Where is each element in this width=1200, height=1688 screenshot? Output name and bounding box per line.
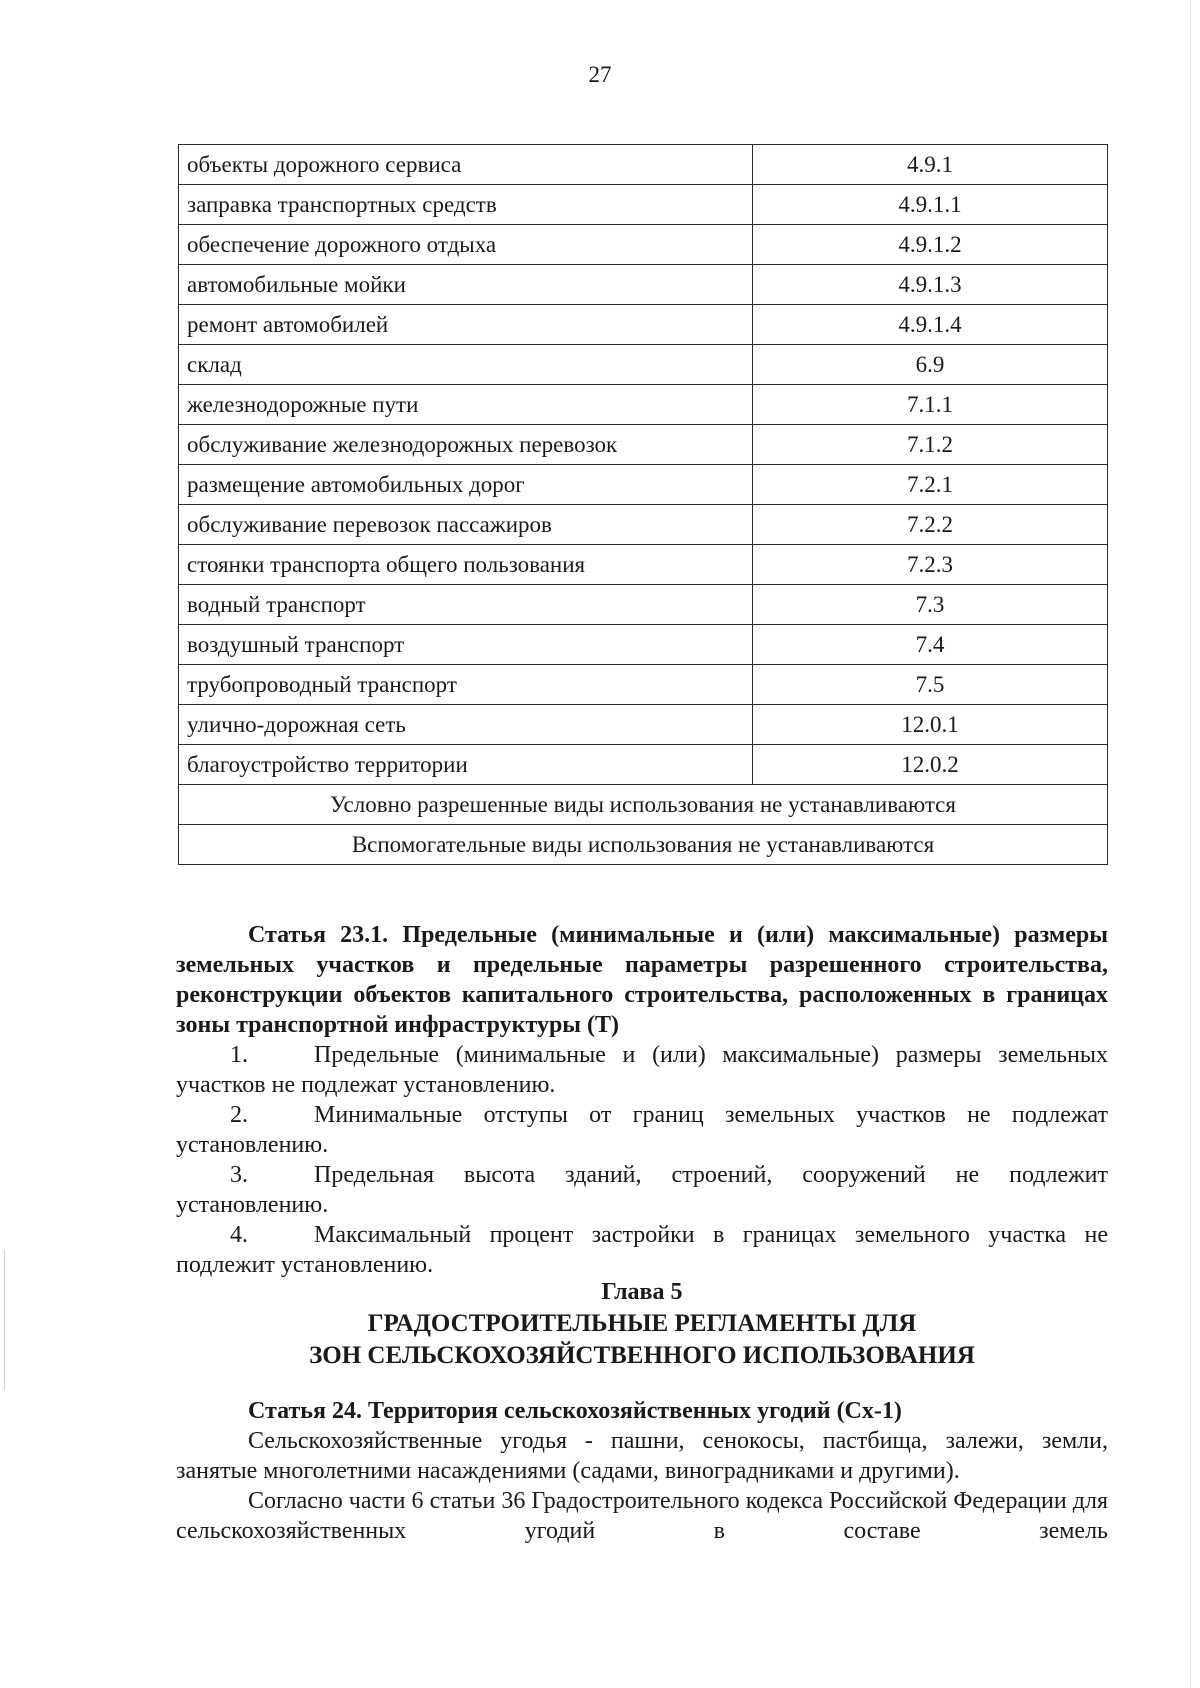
use-code-cell: 12.0.2 [753,745,1108,785]
use-code-cell: 7.4 [753,625,1108,665]
use-code-cell: 4.9.1.1 [753,185,1108,225]
use-name-cell: обслуживание железнодорожных перевозок [179,425,753,465]
table-row [179,745,1108,785]
use-name-cell: размещение автомобильных дорог [179,465,753,505]
use-name-cell: обеспечение дорожного отдыха [179,225,753,265]
conditional-uses-row [179,785,1108,825]
table-row [179,185,1108,225]
scan-edge-line [1190,0,1191,1688]
article-24 [176,1396,1108,1546]
use-name-cell: благоустройство территории [179,745,753,785]
chapter-title-line-2: ЗОН СЕЛЬСКОХОЗЯЙСТВЕННОГО ИСПОЛЬЗОВАНИЯ [309,1342,975,1369]
use-code-cell: 7.1.2 [753,425,1108,465]
use-code-cell: 6.9 [753,345,1108,385]
item-text: Предельная высота зданий, строений, сооружений не подлежит установлению. [176,1162,1108,1218]
permitted-uses-table-body [179,145,1108,865]
chapter-label: Глава 5 [601,1279,683,1305]
use-name-cell: автомобильные мойки [179,265,753,305]
item-text: Минимальные отступы от границ земельных участков не подлежат установлению. [176,1102,1108,1158]
list-item [176,1220,1108,1280]
article-24-paragraph-2: Согласно части 6 статьи 36 Градостроительного кодекса Российской Федерации для сельскохозяйственных угодий в составе земель [176,1488,1108,1544]
use-code-cell: 4.9.1.3 [753,265,1108,305]
table-row [179,385,1108,425]
use-code-cell: 4.9.1 [753,145,1108,185]
use-code-cell: 7.1.1 [753,385,1108,425]
use-code-cell: 7.2.2 [753,505,1108,545]
use-name-cell: трубопроводный транспорт [179,665,753,705]
use-name-cell: улично-дорожная сеть [179,705,753,745]
use-name-cell: железнодорожные пути [179,385,753,425]
use-name-cell: объекты дорожного сервиса [179,145,753,185]
table-row [179,345,1108,385]
conditional-uses-note: Условно разрешенные виды использования не устанавливаются [179,785,1108,825]
use-name-cell: склад [179,345,753,385]
scan-edge-mark [4,1250,5,1390]
use-code-cell: 7.2.3 [753,545,1108,585]
table-row [179,625,1108,665]
table-row [179,665,1108,705]
article-24-paragraph-1: Сельскохозяйственные угодья - пашни, сенокосы, пастбища, залежи, земли, занятые многолетними насаждениями (садами, виноградниками и другими). [176,1428,1108,1484]
article-23-1 [176,920,1108,1280]
use-code-cell: 7.2.1 [753,465,1108,505]
item-text: Предельные (минимальные и (или) максимальные) размеры земельных участков не подлежат установлению. [176,1042,1108,1098]
article-23-1-heading: Статья 23.1. Предельные (минимальные и (или) максимальные) размеры земельных участков и предельные параметры разрешенного строительства, реконструкции объектов капитального строительства, расположенных в границах зоны транспортной инфраструктуры (Т) [176,922,1108,1038]
use-name-cell: воздушный транспорт [179,625,753,665]
auxiliary-uses-note: Вспомогательные виды использования не устанавливаются [179,825,1108,865]
table-row [179,145,1108,185]
item-number: 4. [230,1222,248,1248]
article-heading [176,920,1108,1040]
use-code-cell: 12.0.1 [753,705,1108,745]
list-item [176,1160,1108,1220]
use-name-cell: обслуживание перевозок пассажиров [179,505,753,545]
list-item [176,1100,1108,1160]
use-name-cell: ремонт автомобилей [179,305,753,345]
page-number: 27 [588,62,612,87]
chapter-title-line-1: ГРАДОСТРОИТЕЛЬНЫЕ РЕГЛАМЕНТЫ ДЛЯ [367,1310,917,1337]
use-code-cell: 4.9.1.2 [753,225,1108,265]
table-row [179,545,1108,585]
item-number: 1. [230,1042,248,1068]
use-code-cell: 7.5 [753,665,1108,705]
use-code-cell: 4.9.1.4 [753,305,1108,345]
table-row [179,585,1108,625]
table-row [179,705,1108,745]
item-text: Максимальный процент застройки в границах земельного участка не подлежит установлению. [176,1222,1108,1278]
table-row [179,305,1108,345]
use-code-cell: 7.3 [753,585,1108,625]
use-name-cell: заправка транспортных средств [179,185,753,225]
table-row [179,465,1108,505]
use-name-cell: стоянки транспорта общего пользования [179,545,753,585]
permitted-uses-table [178,144,1108,865]
auxiliary-uses-row [179,825,1108,865]
chapter-heading [176,1276,1108,1372]
table-row [179,225,1108,265]
table-row [179,265,1108,305]
table-row [179,505,1108,545]
table-row [179,425,1108,465]
item-number: 2. [230,1102,248,1128]
item-number: 3. [230,1162,248,1188]
use-name-cell: водный транспорт [179,585,753,625]
list-item [176,1040,1108,1100]
article-24-heading: Статья 24. Территория сельскохозяйственных угодий (Сх-1) [248,1398,902,1424]
